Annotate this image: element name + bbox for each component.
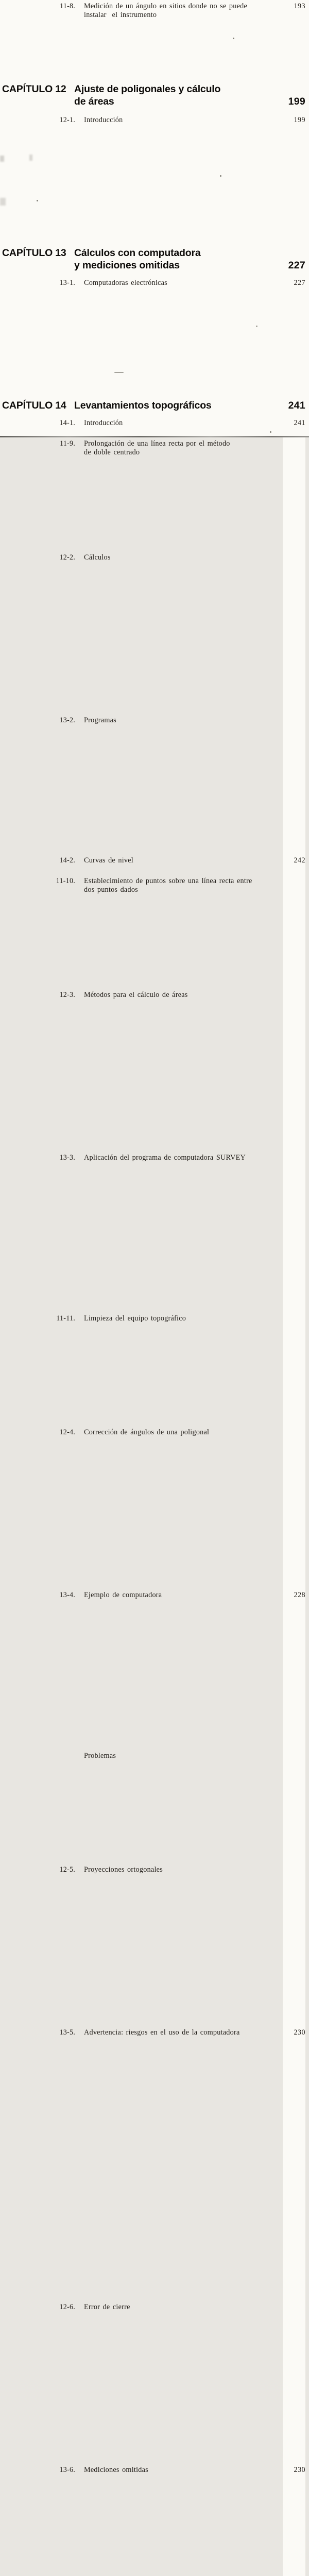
- entry-title-line: Limpieza del equipo topográfico: [84, 1314, 186, 1323]
- scan-artifact: [0, 156, 4, 162]
- entry-title-line: Mediciones omitidas: [84, 2466, 148, 2474]
- entry-title-line: Prolongación de una línea recta por el método: [84, 439, 230, 448]
- entry-title-line: Medición de un ángulo en sitios donde no se puede: [84, 2, 248, 10]
- entry-title-line: Error de cierre: [84, 2303, 130, 2311]
- entry-title: [75, 279, 283, 287]
- entry-number: [0, 419, 75, 428]
- entry-number-text: 12-2.: [59, 553, 75, 562]
- entry-title-line: Introducción: [84, 116, 123, 124]
- entry-title: [75, 2, 283, 20]
- entry-number-text: 12-6.: [59, 2303, 75, 2311]
- entry-page-number: 193: [283, 2, 305, 439]
- entry-number-text: 14-1.: [59, 419, 75, 427]
- entry-number: [0, 1591, 75, 1599]
- chapter-heading: [0, 247, 305, 272]
- entry-title-line: instalar el instrumento: [84, 11, 157, 19]
- chapter-title-line: y mediciones omitidas: [74, 259, 180, 271]
- entry-number: [0, 279, 75, 287]
- entry-title-line: Curvas de nivel: [84, 856, 133, 865]
- entry-title-line: Problemas: [84, 1752, 116, 1760]
- scan-artifact: [270, 431, 271, 433]
- entry-number-text: 13-2.: [59, 716, 75, 724]
- entry-title-line: Computadoras electrónicas: [84, 279, 167, 287]
- entry-number-text: 13-1.: [59, 279, 75, 287]
- chapter-label: CAPÍTULO 14: [2, 400, 66, 411]
- chapter-heading: [0, 83, 305, 108]
- entry-page-number: 228: [283, 1591, 305, 2028]
- entry-number-text: 14-2.: [59, 856, 75, 865]
- scan-artifact: [233, 38, 234, 39]
- chapter-title-line: Cálculos con computadora: [74, 247, 201, 259]
- entry-number-text: 13-3.: [59, 1154, 75, 1162]
- chapter-entries: [0, 419, 305, 1294]
- chapter-heading: [0, 400, 305, 412]
- scan-artifact: [114, 372, 124, 373]
- entry-number: [0, 2466, 75, 2474]
- scan-edge: [0, 436, 309, 437]
- scan-artifact: [0, 198, 6, 206]
- entry-number: [0, 116, 75, 125]
- entry-page-number: 227: [283, 279, 305, 716]
- entry-number-text: 11-10.: [56, 877, 75, 885]
- chapter-title-line: Levantamientos topográficos: [74, 400, 212, 411]
- entry-title-line: Establecimiento de puntos sobre una línea recta entre: [84, 877, 252, 885]
- toc-entry: [0, 856, 305, 1294]
- entry-number-text: 11-9.: [59, 439, 75, 448]
- entry-number-text: 13-4.: [59, 1591, 75, 1599]
- entry-number: [0, 856, 75, 865]
- entry-title-line: dos puntos dados: [84, 886, 138, 894]
- entry-page-number: 230: [283, 2028, 305, 2466]
- scan-artifact: [37, 200, 38, 201]
- entry-title-line: Ejemplo de computadora: [84, 1591, 162, 1599]
- chapter-title-line: Ajuste de poligonales y cálculo: [74, 83, 221, 95]
- entry-number-text: 12-1.: [59, 116, 75, 124]
- entry-title-line: Corrección de ángulos de una poligonal: [84, 1428, 210, 1436]
- entry-title-line: Métodos para el cálculo de áreas: [84, 991, 188, 999]
- entry-title: [75, 419, 283, 428]
- toc-entry: [0, 419, 305, 856]
- chapter-page-number: 241: [288, 400, 305, 411]
- chapter-page-number: 199: [288, 95, 305, 107]
- entry-number-text: 13-5.: [59, 2028, 75, 2037]
- toc-entry: [0, 2028, 305, 2466]
- chapter-title: [74, 83, 279, 108]
- entry-number: [0, 2028, 75, 2037]
- entry-number-text: 12-3.: [59, 991, 75, 999]
- entry-number-text: 11-11.: [56, 1314, 75, 1323]
- entry-page-number: 242: [283, 856, 305, 1294]
- entry-page-number: 241: [283, 419, 305, 856]
- entry-title-line: Proyecciones ortogonales: [84, 1866, 163, 1874]
- chapter-title-line: de áreas: [74, 95, 114, 107]
- chapter-label: CAPÍTULO 12: [2, 83, 66, 95]
- chapter-label: CAPÍTULO 13: [2, 247, 66, 259]
- entry-title: [75, 1591, 283, 1599]
- entry-title: [75, 116, 283, 125]
- entry-title-line: de doble centrado: [84, 448, 140, 456]
- entry-page-number: 230: [283, 2466, 305, 2576]
- entry-number-text: 13-6.: [59, 2466, 75, 2474]
- entry-title: [75, 2028, 283, 2037]
- entry-title-line: Aplicación del programa de computadora SURVEY: [84, 1154, 246, 1162]
- scan-artifact: [256, 326, 258, 327]
- chapter-title: [74, 247, 279, 272]
- scan-artifact: [220, 175, 221, 177]
- toc-entry: [0, 2466, 305, 2576]
- entry-title-line: Introducción: [84, 419, 123, 427]
- entry-title-line: Cálculos: [84, 553, 111, 562]
- entry-number: [0, 2, 75, 11]
- toc-entry: [0, 1591, 305, 2028]
- chapter-page-number: 227: [288, 259, 305, 271]
- chapter-title: [74, 400, 279, 412]
- entry-number-text: 12-5.: [59, 1866, 75, 1874]
- entry-title: [75, 856, 283, 865]
- entry-number-text: 11-8.: [59, 2, 75, 10]
- entry-title-line: Programas: [84, 716, 116, 724]
- entry-number-text: 12-4.: [59, 1428, 75, 1436]
- entry-title: [75, 2466, 283, 2474]
- entry-title-line: Advertencia: riesgos en el uso de la computadora: [84, 2028, 240, 2037]
- scan-artifact: [29, 155, 32, 161]
- entry-page-number: 199: [283, 116, 305, 554]
